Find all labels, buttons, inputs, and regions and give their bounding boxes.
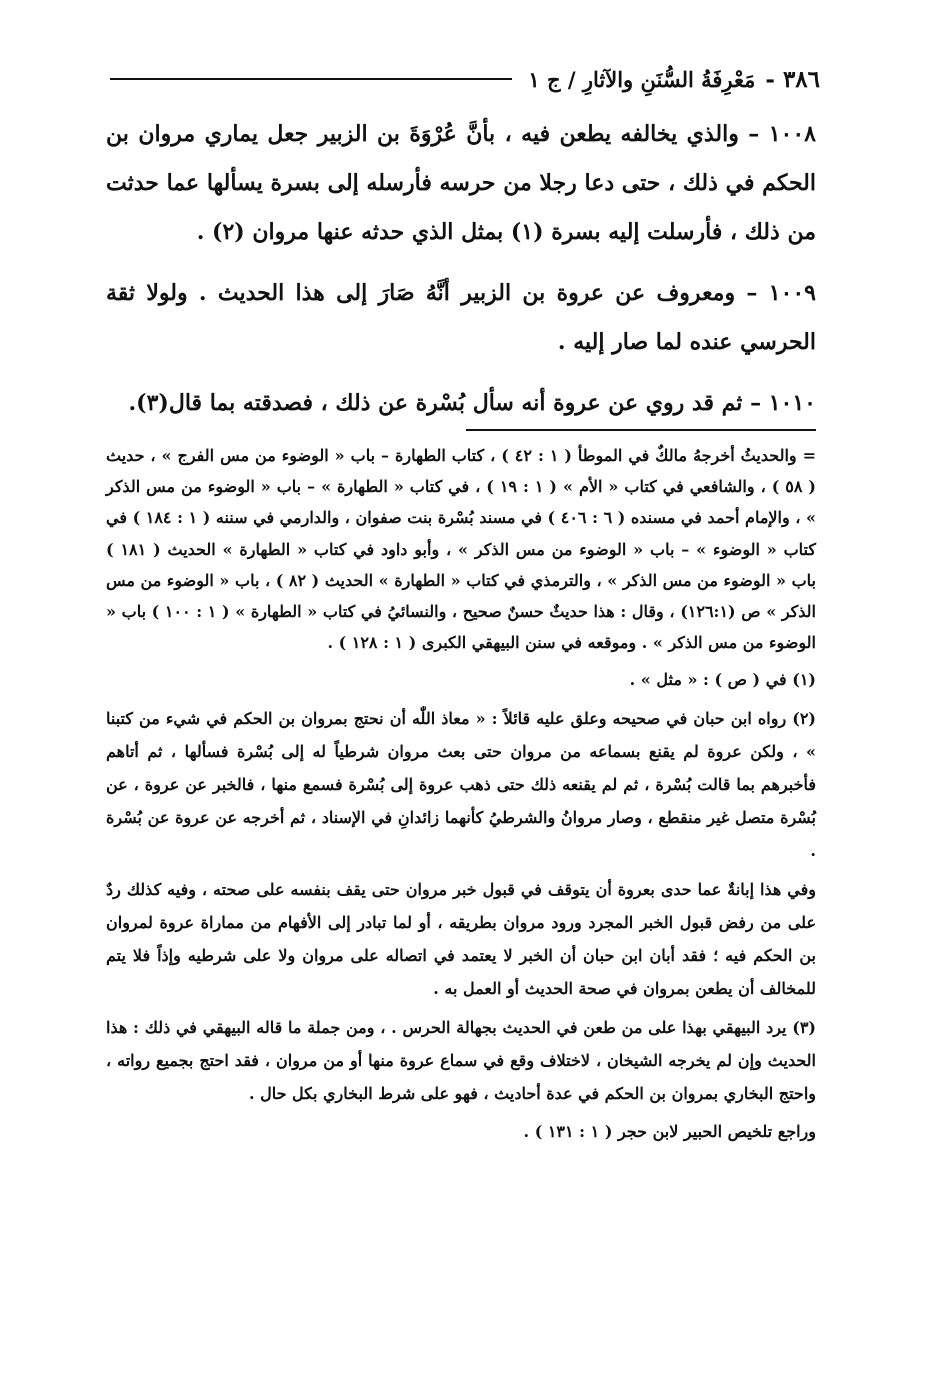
header-rule — [110, 78, 512, 80]
page-number: ٣٨٦ - — [765, 65, 820, 93]
page-header — [110, 62, 820, 96]
footnotes — [106, 440, 816, 1153]
footnote-continued: = والحديثُ أخرجهُ مالكٌ في الموطأ ( ١ : ٤٢ ) ، كتاب الطهارة – باب « الوضوء من مس الفرج » ، حديث ( ٥٨ ) ، والشافعي في كتاب « الأم » ( ١ : ١٩ ) ، في كتاب « الطهارة » – باب « الوضوء من مس الذكر » ، والإمام أحمد في مسنده ( ٦ : ٤٠٦ ) في مسند بُسْرة بنت صفوان ، والدارمي في سننه ( ١ : ١٨٤ ) في كتاب « الوضوء » – باب « الوضوء من مس الذكر » ، وأبو داود في كتاب « الطهارة » الحديث ( ١٨١ ) باب « الوضوء من مس الذكر » ، والترمذي في كتاب « الطهارة » الحديث ( ٨٢ ) ، باب « الوضوء من مس الذكر » ص (١٢٦:١) ، وقال : هذا حديثٌ حسنٌ صحيح ، والنسائيُ في كتاب « الطهارة » ( ١ : ١٠٠ ) باب « الوضوء من مس الذكر » . وموقعه في سنن البيهقي الكبرى ( ١ : ١٢٨ ) . — [106, 446, 817, 653]
hadith-paragraph-1010: ١٠١٠ – ثم قد روي عن عروة أنه سأل بُسْرة عن ذلك ، فصدقته بما قال(٣). — [128, 390, 816, 416]
footnote-3: (٣) يرد البيهقي بهذا على من طعن في الحديث بجهالة الحرس . ، ومن جملة ما قاله البيهقي في ذلك : هذا الحديث وإن لم يخرجه الشيخان ، لاختلاف وقع في سماع عروة منها أو من مروان ، فقد احتج بجميع رواته ، واحتج البخاري بمروان بن الحكم في عدة أحاديث ، فهو على شرط البخاري بكل حال . — [106, 1017, 817, 1103]
footnote-2-comment: وفي هذا إبانةٌ عما حدى بعروة أن يتوقف في قبول خبر مروان حتى يقف بنفسه على صحته ، وفيه كذلك ردٌ على من رفض قبول الخبر المجرد ورود مروان بطريقه ، أو لما تبادر إلى الأفهام من مماراة عروة لمروان بن الحكم فيه ؛ فقد أبان ابن حبان أن الخبر لا يعتمد في اتصاله على مروان ولا على شرطيه وإذاً فلا يتم للمخالف أن يطعن بمروان في صحة الحديث أو العمل به . — [106, 879, 816, 998]
footnote-divider — [466, 429, 816, 431]
main-text — [106, 110, 816, 440]
hadith-paragraph-1009: ١٠٠٩ – ومعروف عن عروة بن الزبير أنَّهُ صَارَ إلى هذا الحديث . ولولا ثقة الحرسي عنده لما صار إليه . — [106, 280, 816, 355]
footnote-2: (٢) رواه ابن حبان في صحيحه وعلق عليه قائلاً : « معاذ اللّٰه أن نحتج بمروان بن الحكم في شيء من كتبنا » ، ولكن عروة لم يقنع بسماعه من مروان حتى بعث مروان شرطياً له إلى بُسْرة فسألها ، ثم أتاهم فأخبرهم بما قالت بُسْرة ، ثم لم يقنعه ذلك حتى ذهب عروة إلى بُسْرة فسمع منها ، فالخبر عن عروة ، عن بُسْرة متصل غير منقطع ، وصار مروانُ والشرطيُ كأنهما زائدانِ في الإسناد ، ثم أخرجه عن عروة عن بُسْرة . — [106, 708, 816, 860]
running-title: مَعْرِفَةُ السُّنَنِ والآثارِ / ج ١ — [528, 66, 756, 92]
hadith-paragraph-1008: ١٠٠٨ – والذي يخالفه يطعن فيه ، بأنَّ عُرْوَةَ بن الزبير جعل يماري مروان بن الحكم في ذلك ، حتى دعا رجلا من حرسه فأرسله إلى بسرة يسألها عما حدثت من ذلك ، فأرسلت إليه بسرة (١) بمثل الذي حدثه عنها مروان (٢) . — [106, 121, 816, 245]
footnote-1: (١) في ( ص ) : « مثل » . — [629, 670, 816, 690]
footnote-3-reference: وراجع تلخيص الحبير لابن حجر ( ١ : ١٣١ ) . — [523, 1121, 816, 1141]
